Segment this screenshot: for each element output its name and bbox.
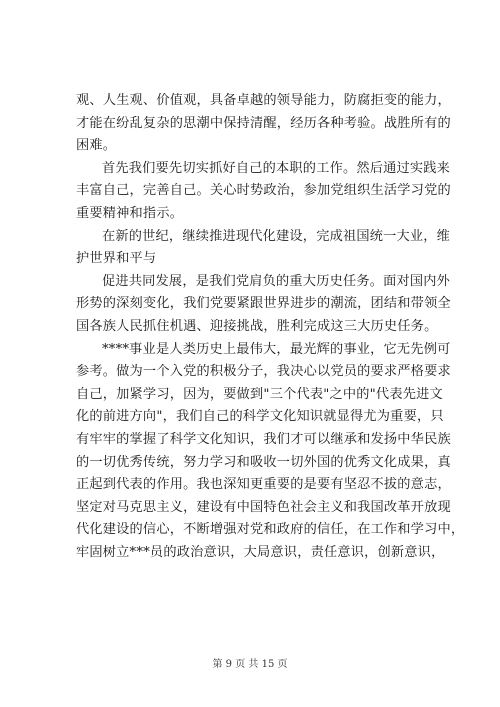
text-line: 正起到代表的作用。我也深知更重要的是要有坚忍不拔的意志，: [76, 477, 451, 493]
text-line: 困难。: [76, 138, 117, 154]
text-line: 护世界和平与: [76, 251, 157, 267]
text-line: 化的前进方向"，我们自己的科学文化知识就显得尤为重要，只: [76, 409, 444, 425]
text-line: 形势的深刻变化，我们党要紧跟世界进步的潮流，团结和带领全: [76, 296, 451, 312]
text-line: 重要精神和指示。: [76, 205, 184, 221]
text-line: 的一切优秀传统，努力学习和吸收一切外国的优秀文化成果，真: [76, 454, 451, 470]
body-text: [76, 90, 465, 564]
paragraph-start-line: 促进共同发展，是我们党肩负的重大历史任务。面对国内外: [102, 273, 451, 289]
text-line: 牢固树立***员的政治意识，大局意识，责任意识，创新意识，: [76, 544, 445, 560]
text-line: 代化建设的信心，不断增强对党和政府的信任，在工作和学习中，: [76, 522, 465, 538]
text-line: 国各族人民抓住机遇、迎接挑战，胜利完成这三大历史任务。: [76, 318, 438, 334]
page-footer: [0, 655, 500, 670]
text-line: 才能在纷乱复杂的思潮中保持清醒，经历各种考验。战胜所有的: [76, 115, 451, 131]
text-line: 观、人生观、价值观，具备卓越的领导能力，防腐拒变的能力，: [76, 93, 451, 108]
text-line: 坚定对马克思主义，建设有中国特色社会主义和我国改革开放现: [76, 499, 451, 515]
paragraph-start-line: 在新的世纪，继续推进现代化建设，完成祖国统一大业，维: [102, 228, 451, 244]
text-line: 丰富自己，完善自己。关心时势政治，参加党组织生活学习党的: [76, 183, 451, 199]
text-line: 参考。做为一个入党的积极分子，我决心以党员的要求严格要求: [76, 364, 451, 380]
page-number-label: 第 9 页 共 15 页: [212, 659, 288, 670]
text-line: 自己，加紧学习，因为，要做到"三个代表"之中的"代表先进文: [76, 386, 443, 402]
paragraph-start-line: ****事业是人类历史上最伟大，最光辉的事业，它无先例可: [102, 341, 451, 357]
paragraph-start-line: 首先我们要先切实抓好自己的本职的工作。然后通过实践来: [102, 160, 451, 176]
text-line: 有牢牢的掌握了科学文化知识，我们才可以继承和发扬中华民族: [76, 431, 451, 447]
